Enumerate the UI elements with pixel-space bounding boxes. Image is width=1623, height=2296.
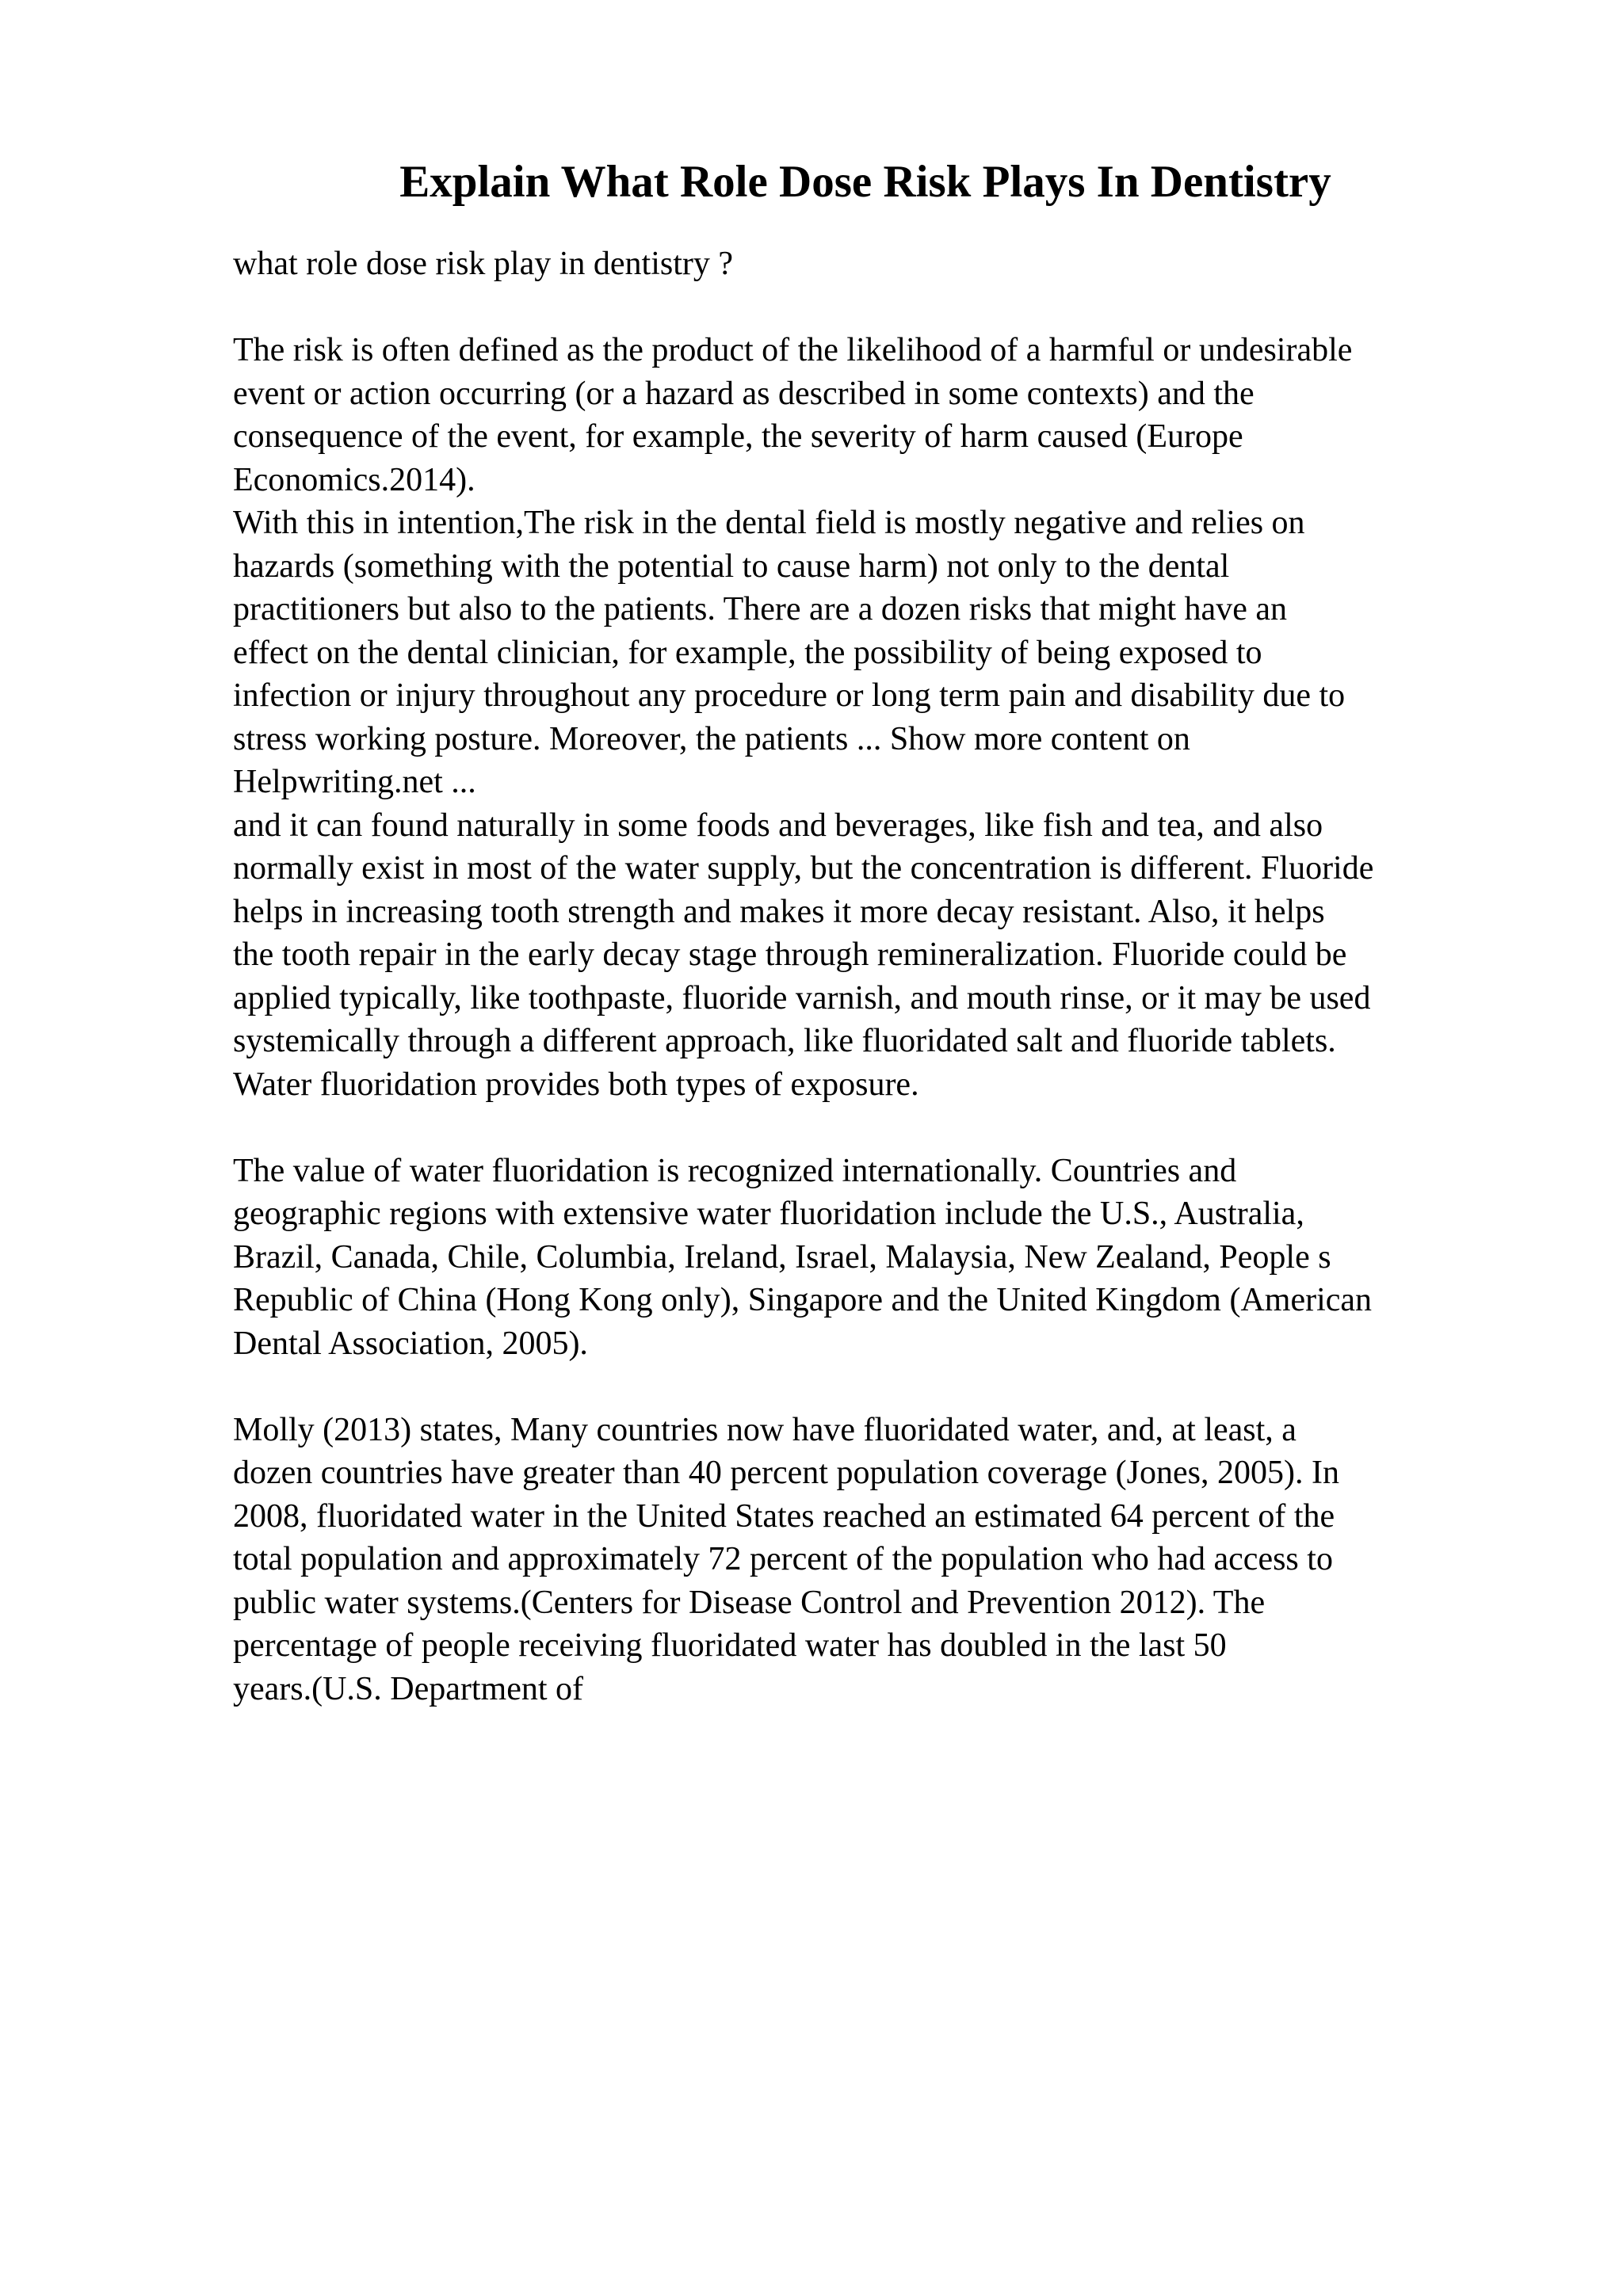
text-line: consequence of the event, for example, the severity of harm caused (Europe bbox=[233, 418, 1243, 455]
text-line: Economics.2014). bbox=[233, 461, 475, 498]
paragraph-gap bbox=[233, 1106, 1549, 1150]
text-line: total population and approximately 72 percent of the population who had access to bbox=[233, 1541, 1333, 1577]
paragraph-fluoridation-statistics bbox=[233, 1409, 1549, 1711]
document-title: Explain What Role Dose Risk Plays In Dentistry bbox=[399, 157, 1331, 207]
paragraph-gap bbox=[233, 1365, 1549, 1409]
text-line: The value of water fluoridation is recognized internationally. Countries and bbox=[233, 1152, 1237, 1189]
text-line: hazards (something with the potential to cause harm) not only to the dental bbox=[233, 547, 1230, 585]
text-line: Water fluoridation provides both types of exposure. bbox=[233, 1066, 919, 1103]
text-line: stress working posture. Moreover, the patients ... Show more content on bbox=[233, 720, 1190, 757]
text-line: Helpwriting.net ... bbox=[233, 764, 476, 800]
text-line: public water systems.(Centers for Disease Control and Prevention 2012). The bbox=[233, 1584, 1266, 1621]
text-line: percentage of people receiving fluoridated water has doubled in the last 50 bbox=[233, 1627, 1227, 1664]
paragraph-fluoride bbox=[233, 804, 1549, 1107]
paragraph-water-fluoridation-value bbox=[233, 1150, 1549, 1366]
text-line: event or action occurring (or a hazard as described in some contexts) and the bbox=[233, 375, 1254, 412]
text-line: dozen countries have greater than 40 percent population coverage (Jones, 2005). In bbox=[233, 1455, 1339, 1491]
text-line: geographic regions with extensive water fluoridation include the U.S., Australia, bbox=[233, 1196, 1304, 1232]
text-line: With this in intention,The risk in the dental field is mostly negative and relies on bbox=[233, 505, 1305, 541]
text-line: normally exist in most of the water supply, but the concentration is different. Fluoride bbox=[233, 850, 1374, 887]
text-line: the tooth repair in the early decay stage through remineralization. Fluoride could be bbox=[233, 936, 1347, 973]
text-line: Republic of China (Hong Kong only), Singapore and the United Kingdom (American bbox=[233, 1282, 1373, 1318]
paragraph-dental-risk bbox=[233, 502, 1549, 804]
text-line: and it can found naturally in some foods and beverages, like fish and tea, and also bbox=[233, 807, 1323, 844]
document-body bbox=[233, 242, 1549, 1711]
text-line: Dental Association, 2005). bbox=[233, 1325, 588, 1362]
text-line: The risk is often defined as the product of the likelihood of a harmful or undesirable bbox=[233, 332, 1353, 368]
text-line: years.(U.S. Department of bbox=[233, 1670, 584, 1707]
paragraph-question bbox=[233, 242, 1549, 286]
paragraph-risk-definition bbox=[233, 329, 1549, 502]
paragraph-gap bbox=[233, 286, 1549, 330]
text-line: 2008, fluoridated water in the United States reached an estimated 64 percent of the bbox=[233, 1497, 1335, 1535]
text-line: what role dose risk play in dentistry ? bbox=[233, 246, 734, 282]
text-line: practitioners but also to the patients. There are a dozen risks that might have an bbox=[233, 591, 1287, 627]
text-line: applied typically, like toothpaste, fluoride varnish, and mouth rinse, or it may be used bbox=[233, 979, 1371, 1016]
text-line: Molly (2013) states, Many countries now have fluoridated water, and, at least, a bbox=[233, 1411, 1296, 1448]
text-line: systemically through a different approach, like fluoridated salt and fluoride tablets. bbox=[233, 1023, 1336, 1059]
text-line: effect on the dental clinician, for example, the possibility of being exposed to bbox=[233, 634, 1262, 671]
text-line: helps in increasing tooth strength and makes it more decay resistant. Also, it helps bbox=[233, 893, 1325, 930]
text-line: infection or injury throughout any procedure or long term pain and disability due to bbox=[233, 677, 1346, 714]
text-line: Brazil, Canada, Chile, Columbia, Ireland, Israel, Malaysia, New Zealand, People s bbox=[233, 1238, 1331, 1276]
